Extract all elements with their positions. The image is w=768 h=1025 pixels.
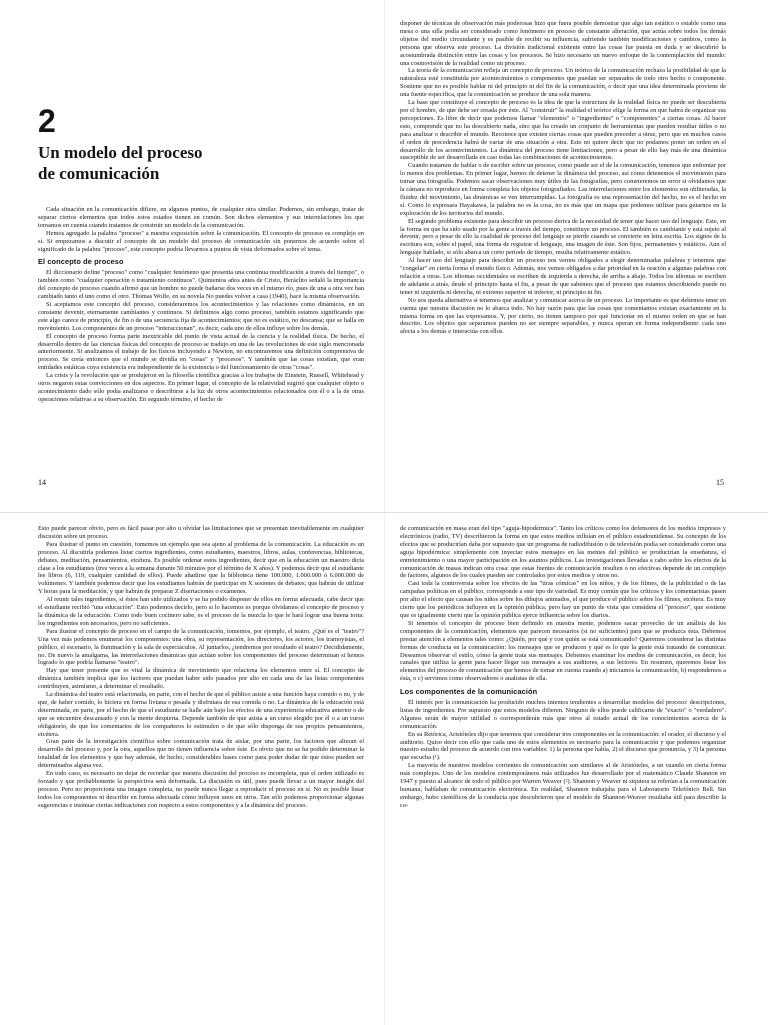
paragraph: En su Retórica, Aristóteles dijo que tenemos que considerar tres componentes en la comunicación: el orador, el discurso y el auditorio. Quiso decir con ello que cada uno de estos elementos es necesario para la comunicación y que podemos organizar nuestro estudio del proceso de acuerdo con tres variables: 1) la persona que habla, 2) el discurso que pronuncia, y 3) la persona que escucha (¹). [400,730,726,762]
bottom-left-body [38,525,364,810]
paragraph: Hay que tener presente que es vital la dinámica de movimiento que relaciona los elementos entre sí. El concepto de dinámica también implica que los factores que puedan haber sido pasados por alto en cada una de las listas componentes contribuyen, asimismo, a determinar el resultado. [38,667,364,691]
top-page-spread [0,0,768,512]
paragraph: disponer de técnicas de observación más poderosas hizo que fuera posible demostrar que algo tan estático o estable como una mesa o una silla podía ser considerado como fenómeno en proceso de constante alteración, que actúa sobre todos los demás objetos del medio circundante y es pasible de recibir su influencia, sufriendo también modificaciones y cambios, como la persona que observa este proceso. La división tradicional existente entre las cosas fue puesta en duda y se descubrió la acostumbrada distinción entre las cosas y los procesos. Se hizo necesario un nuevo enfoque de la contemplación del mundo: una cosmovisión de la realidad como un proceso. [400,20,726,67]
paragraph: La base que constituye el concepto de proceso es la idea de que la estructura de la realidad física no puede ser descubierta por el hombre, de que debe ser creada por éste. Al "construir" la realidad el teórico elige la forma en que habrá de organizar sus percepciones. Es libre de decir que podemos llamar "elementos" o "ingredientes" o "componentes" a ciertas cosas. Al hacer esto, comprende que no ha descubierto nada, sino que ha creado un conjunto de herramientas que pueden resultar útiles o no para analizar o describir el mundo. Reconoce que existen ciertas cosas que pueden preceder a otras, pero que en muchos casos el orden de precedencia habrá de variar de una situación a otra. Esto no quiere decir que no podamos poner un orden en el desarrollo de los acontecimientos. La dinámica del proceso tiene limitaciones, pero a pesar de ello hay más de una dinámica susceptible de ser desarrollada en casi todas las combinaciones de acontecimientos. [400,99,726,162]
section-heading: El concepto de proceso [38,257,124,267]
paragraph: La mayoría de nuestros modelos corrientes de comunicación son similares al de Aristóteles, a un cuando en cierta forma más complejos. Uno de los modelos contemporáneos más utilizados fue desarrollado por el matemático Claude Shannon en 1947 y puesto al alcance de todo el público por Warren Weaver (²). Shannon y Weaver ni siquiera se referían a la comunicación humana; hablaban de comunicación electrónica. En realidad, Shannon trabajaba para el Laboratorio Telefónico Bell. Sin embargo, hubo científicos de la conducta que descubrieron que el modelo de Shannon-Weaver resultaba útil para describir la co- [400,762,726,809]
paragraph: Hemos agregado la palabra "proceso" a nuestra exposición sobre la comunicación. El concepto de proceso es complejo en sí. Si empezamos a discutir el concepto de un modelo del proceso de comunicación sin ponernos de acuerdo sobre el significado de la palabra "proceso", este concepto podría llevarnos a puntos de vista deformados sobre el tema. [38,229,364,253]
paragraph: Si aceptamos este concepto del proceso, consideraremos los acontecimientos y las relaciones como dinámicos, en un constante devenir, eternamente cambiantes y continuos. Si definimos algo como proceso, también estamos significando que este algo carece de principio, de fin o de una secuencia fija de acontecimientos; que no es estático, no descansa; que se halla en movimiento. Los componentes de un proceso "interaccionan", es decir, cada uno de ellos influye sobre los demás. [38,300,364,332]
paragraph: Casi toda la controversia sobre los efectos de las "tiras cómicas" en los niños, y de los filmes, de la publicidad o de las campañas políticas en el público, corresponde a este tipo de variedad. Es muy común que los críticos y los comentaristas pasen por alto el efecto que causan los niños sobre los dibujos animados, el que produce el público sobre los filmes, etcétera. Es muy cierto que los periódicos influyen en la opinión pública, pero hay un punto de vista que considera el "proceso", que sostiene que es igualmente cierto que la opinión pública ejerce influencia sobre los diarios. [400,580,726,619]
page-15-body [400,20,726,336]
paragraph: Para ilustrar el punto en cuestión, tomemos un ejemplo que sea ajeno al problema de la comunicación. La educación es un proceso. Al discutirla podemos listar ciertos ingredientes, como estudiantes, maestros, libros, aulas, conferencias, bibliotecas, debates, meditación, pensamientos, etcétera. Es posible ordenar estos ingredientes, decir que en la educación un maestro dicta clase a los estudiantes (tres veces a la semana durante 50 minutos por el término de X años). Y podemos decir que el estudiante lee libros (6, 119, cualquier cantidad de ellos). Puede añadirse que la biblioteca tiene 100.000, 1.000.000 ó 6.000.000 de volúmenes. Y también podemos decir que los estudiantes habrán de participar en X sesiones de debates; que habrán de utilizar Y horas para la meditación, y que habrán de preparar Z disertaciones o exámenes. [38,540,364,596]
paragraph: En todo caso, es necesario no dejar de recordar que nuestra discusión del proceso es incompleta, que el orden utilizado es forzado y que probablemente la perspectiva será deformada. La discusión es útil, pues puede llevar a un mayor insight del proceso. Pero no proporciona una imagen completa, no puede nunca llegar a reproducir el proceso en sí. No es posible listar todos los componentes ni describir en forma adecuada cómo influyen unos en otros. Tan sólo podemos proporcionar algunas sugerencias e insinuar ciertas indicaciones con respecto a estos componentes y a la dinámica del proceso. [38,770,364,809]
bottom-right-body [400,525,726,810]
paragraph: Al hacer uso del lenguaje para describir un proceso nos vemos obligados a elegir determinadas palabras y tenemos que "congelar" en cierta forma el mundo físico. Además, nos vemos obligados a dar prioridad en la oración a algunas palabras con relación a otras. Los idiomas occidentales se escriben de izquierda a derecha, de arriba a abajo. Todos los idiomas se escriben de adelante a atrás, desde el principio hasta el fin, a pesar de que sabemos que el proceso que estamos describiendo puede no tener ni izquierda ni derecha, ni extremo superior ni inferior, ni principio ni fin. [400,257,726,296]
paragraph: El diccionario define "proceso" como "cualquier fenómeno que presenta una continua modificación a través del tiempo", o también como "cualquier operación o tratamiento continuos". Quinientos años antes de Cristo, Heráclito señaló la importancia del concepto de proceso cuando afirmó que un hombre no puede bañarse dos veces en el mismo río, pues de una a otra vez han cambiado tanto el uno como el otro. Thomas Wolfe, en su novela No puedes volver a casa (1940), hace la misma observación. [38,269,364,301]
paragraph: Esto puede parecer obvio, pero es fácil pasar por alto u olvidar las limitaciones que se presentan inevitablemente en cualquier discusión sobre un proceso. [38,525,364,540]
chapter-number: 2 [38,103,56,139]
page-14-body [38,206,364,404]
paragraph: El interés por la comunicación ha producido muchos intentos tendientes a desarrollar modelos del proceso: descripciones, listas de ingredientes. Por supuesto que estos modelos difieren. Ninguno de ellos puede calificarse de "exacto" o "verdadero". Algunos serán de mayor utilidad o corresponderán más que otros al estado actual de los conocimientos acerca de la comunicación. [400,699,726,730]
chapter-title-line-1: Un modelo del proceso [38,143,203,162]
page-number-15: 15 [716,478,724,487]
bottom-page-spread [0,512,768,1025]
paragraph: de comunicación en masa eran del tipo "aguja-hipodérmica". Tanto los críticos como los defensores de los medios impresos y electrónicos (radio, TV) describieron la forma en que estos medios influían en el público estadounidense. Su concepto de los efectos que se producirían daba por supuesto que un programa de radiodifusión o de televisión podía ser considerado como una aguja hipodérmica: simplemente con inyectar estos mensajes en las mentes del público se producirían la enseñanza, el entretenimiento o una mayor participación en los asuntos públicos. Las investigaciones llevadas a cabo sobre los efectos de la comunicación de masas indican otra cosa: que estas fuentes de comunicación resulten o no efectivas depende de un complejo de factores, algunos de los cuales pueden ser controlados por estos medios y otros no. [400,525,726,580]
page-gutter [384,0,385,512]
paragraph: Si tenemos el concepto de proceso bien definido en nuestra mente, podemos sacar provecho de un análisis de los componentes de la comunicación, elementos que parecen necesarios (si no suficientes) para que se produzca ésta. Debemos prestar atención a elementos tales como: ¿Quién, por qué y con quién se está comunicando? Queremos considerar las distintas formas de conducta en la comunicación: los mensajes que se producen y qué es lo que la gente está tratando de comunicar. Deseamos observar el estilo, cómo la gente trata sus mensajes. Debemos examinar los medios de comunicación, es decir, los canales que utiliza la gente para hacer llegar sus mensajes a sus auditores, a sus lectores. En resumen, queremos listar los elementos del proceso de comunicación que hemos de tomar en cuenta cuando a) iniciamos la comunicación, b) respondemos a ésta, o c) servimos como observadores o analistas de ella. [400,619,726,683]
chapter-title [38,142,338,184]
page-gutter [384,513,385,1025]
paragraph: Para ilustrar el concepto de proceso en el campo de la comunicación, tomemos, por ejemplo, el teatro. ¿Qué es el "teatro"? Una vez más podemos enumerar los componentes: una obra, su representación, los directores, los actores, los tramoyistas, el público, el escenario, la iluminación y la sala de espectáculos. Al juntarlos, ¿tendremos por resultado el teatro? Decididamente, no. De nuevo la amalgama, las interrelaciones dinámicas que actúan sobre los componentes del proceso determinan si hemos logrado lo que podría llamarse "teatro". [38,627,364,667]
paragraph: El concepto de proceso forma parte inextricable del punto de vista actual de la ciencia y la realidad física. De hecho, el desarrollo dentro de las ciencias físicas del concepto de proceso se tradujo en una de las revoluciones de este siglo mencionada anteriormente. Si analizamos el trabajo de los físicos incluyendo a Newton, no encontraremos una definición comprensiva de proceso. Se creía entonces que el mundo se dividía en "cosas" y "procesos". Y también que las cosas existían, que eran entidades estáticas cuya existencia era independiente de la existencia o del funcionamiento de otras "cosas". [38,332,364,372]
page-number-14: 14 [38,478,46,487]
section-heading: Los componentes de la comunicación [400,687,538,697]
chapter-title-line-2: de comunicación [38,164,160,183]
paragraph: Gran parte de la investigación científica sobre comunicación trata de aislar, por una parte, los factores que alteran el desarrollo del proceso y, por la otra, aquellos que no tienen influencia sobre éste. Es obvio que no se ha podido determinar la totalidad de los elementos y que hay además, de hecho, considerables bases como para poder dudar de que éstos pueden ser determinados alguna vez. [38,738,364,770]
paragraph: La crisis y la revolución que se produjeron en la filosofía científica gracias a los trabajos de Einstein, Russell, Whitehead y otros negaron estas convicciones en dos aspectos. En primer lugar, el concepto de la relatividad sugirió que cualquier objeto o acontecimiento dado sólo podía analizarse o describirse a la luz de otros acontecimientos relacionados con él o a la de otras operaciones relativas a su observación. En segundo término, el hecho de [38,372,364,403]
paragraph: La dinámica del teatro está relacionada, en parte, con el hecho de que el público asiste a una función haya comido o no, y de que, de haber comido, lo hiciera en forma liviana o pesada y disfrutara de esa comida o no. La dinámica de la educación está determinada, en parte, por el hecho de que el estudiante se halle aún bajo los efectos de una experiencia educativa anterior o de que se encuentre descansado y con la mente despierta. Depende también de que asista a un curso elegido por él o a un curso obligatorio, de que los comentarios de los compañeros lo estimulen o de que sólo disponga de sus propios pensamientos, etcétera. [38,691,364,738]
paragraph: El segundo problema existente para describir un proceso deriva de la necesidad de tener que hacer uso del lenguaje. Este, en la forma en que ha sido usado por la gente a través del tiempo, constituye un proceso. El también es cambiante y está sujeto al devenir, pero a pesar de ello la cualidad de proceso del lenguaje se pierde cuando se convierte en letra escrita. Los signos de la escritura son, sobre el papel, una forma de registrar el lenguaje, una imagen de éste. Son fijos, permanentes y estáticos. Aun el lenguaje hablado, si sólo abarca un corto período de tiempo, resulta relativamente estático. [400,217,726,257]
paragraph: No nos queda alternativa si tenemos que analizar y comunicar acerca de un proceso. Lo importante es que debemos tener en cuenta que nuestra discusión no lo abarca todo. No hay razón para que las cosas que comentamos existan exactamente en la misma forma en que las expresamos. Y, por cierto, no tienen tampoco por qué funcionar en el mismo orden en que se han descrito. Los objetos que separamos pueden no ser siempre separables, y nunca operan en forma independiente: cada uno afecta a los demás e interactúa con ellos. [400,296,726,336]
paragraph: Al reunir tales ingredientes, si éstos han sido utilizados y se ha podido disponer de ellos en forma adecuada, cabe decir que el estudiante recibió "una educación". Esto podemos decirlo, pero si lo hacemos es porque olvidamos el concepto de proceso y la dinámica de la educación. Como todo buen cocinero sabe, es el proceso de la mezcla lo que le hará lograr una buena torta: los ingredientes son necesarios, pero no suficientes. [38,596,364,627]
paragraph: Cada situación en la comunicación difiere, en algunos puntos, de cualquier otra similar. Podemos, sin embargo, tratar de separar ciertos elementos que todos estos estados tienen en común. Son dichos elementos y sus interrelaciones los que tomamos en cuenta cuando tratamos de construir un modelo de la comunicación. [38,206,364,229]
paragraph: La teoría de la comunicación refleja un concepto de proceso. Un teórico de la comunicación rechaza la posibilidad de que la naturaleza esté constituida por acontecimientos o componentes que puedan ser separados de todo otro hecho o componente. Sostiene que no es posible hablar ni del principio ni del fin de la comunicación, o decir que una idea determinada proviene de una fuente específica, que la comunicación se produce de una sola manera. [400,67,726,99]
paragraph: Cuando tratamos de hablar o de escribir sobre un proceso, como puede ser el de la comunicación, tenemos que enfrentar por lo menos dos problemas. En primer lugar, hemos de detener la dinámica del proceso, así como detenemos el movimiento para tomar una fotografía. Podemos sacar observaciones muy útiles de las fotografías, pero cometeremos un error si olvidamos que la cámara no reproduce en forma completa los objetos fotografiados. Las interrelaciones entre los elementos son obliteradas, la fluidez del movimiento, las dinámicas se ven interrumpidas. La fotografía es una representación del hecho, no es el hecho en sí. Como lo expresara Hayakawa, la palabra no es la cosa, no es más que un mapa que podemos utilizar para guiarnos en la exploración de los territorios del mundo. [400,162,726,217]
